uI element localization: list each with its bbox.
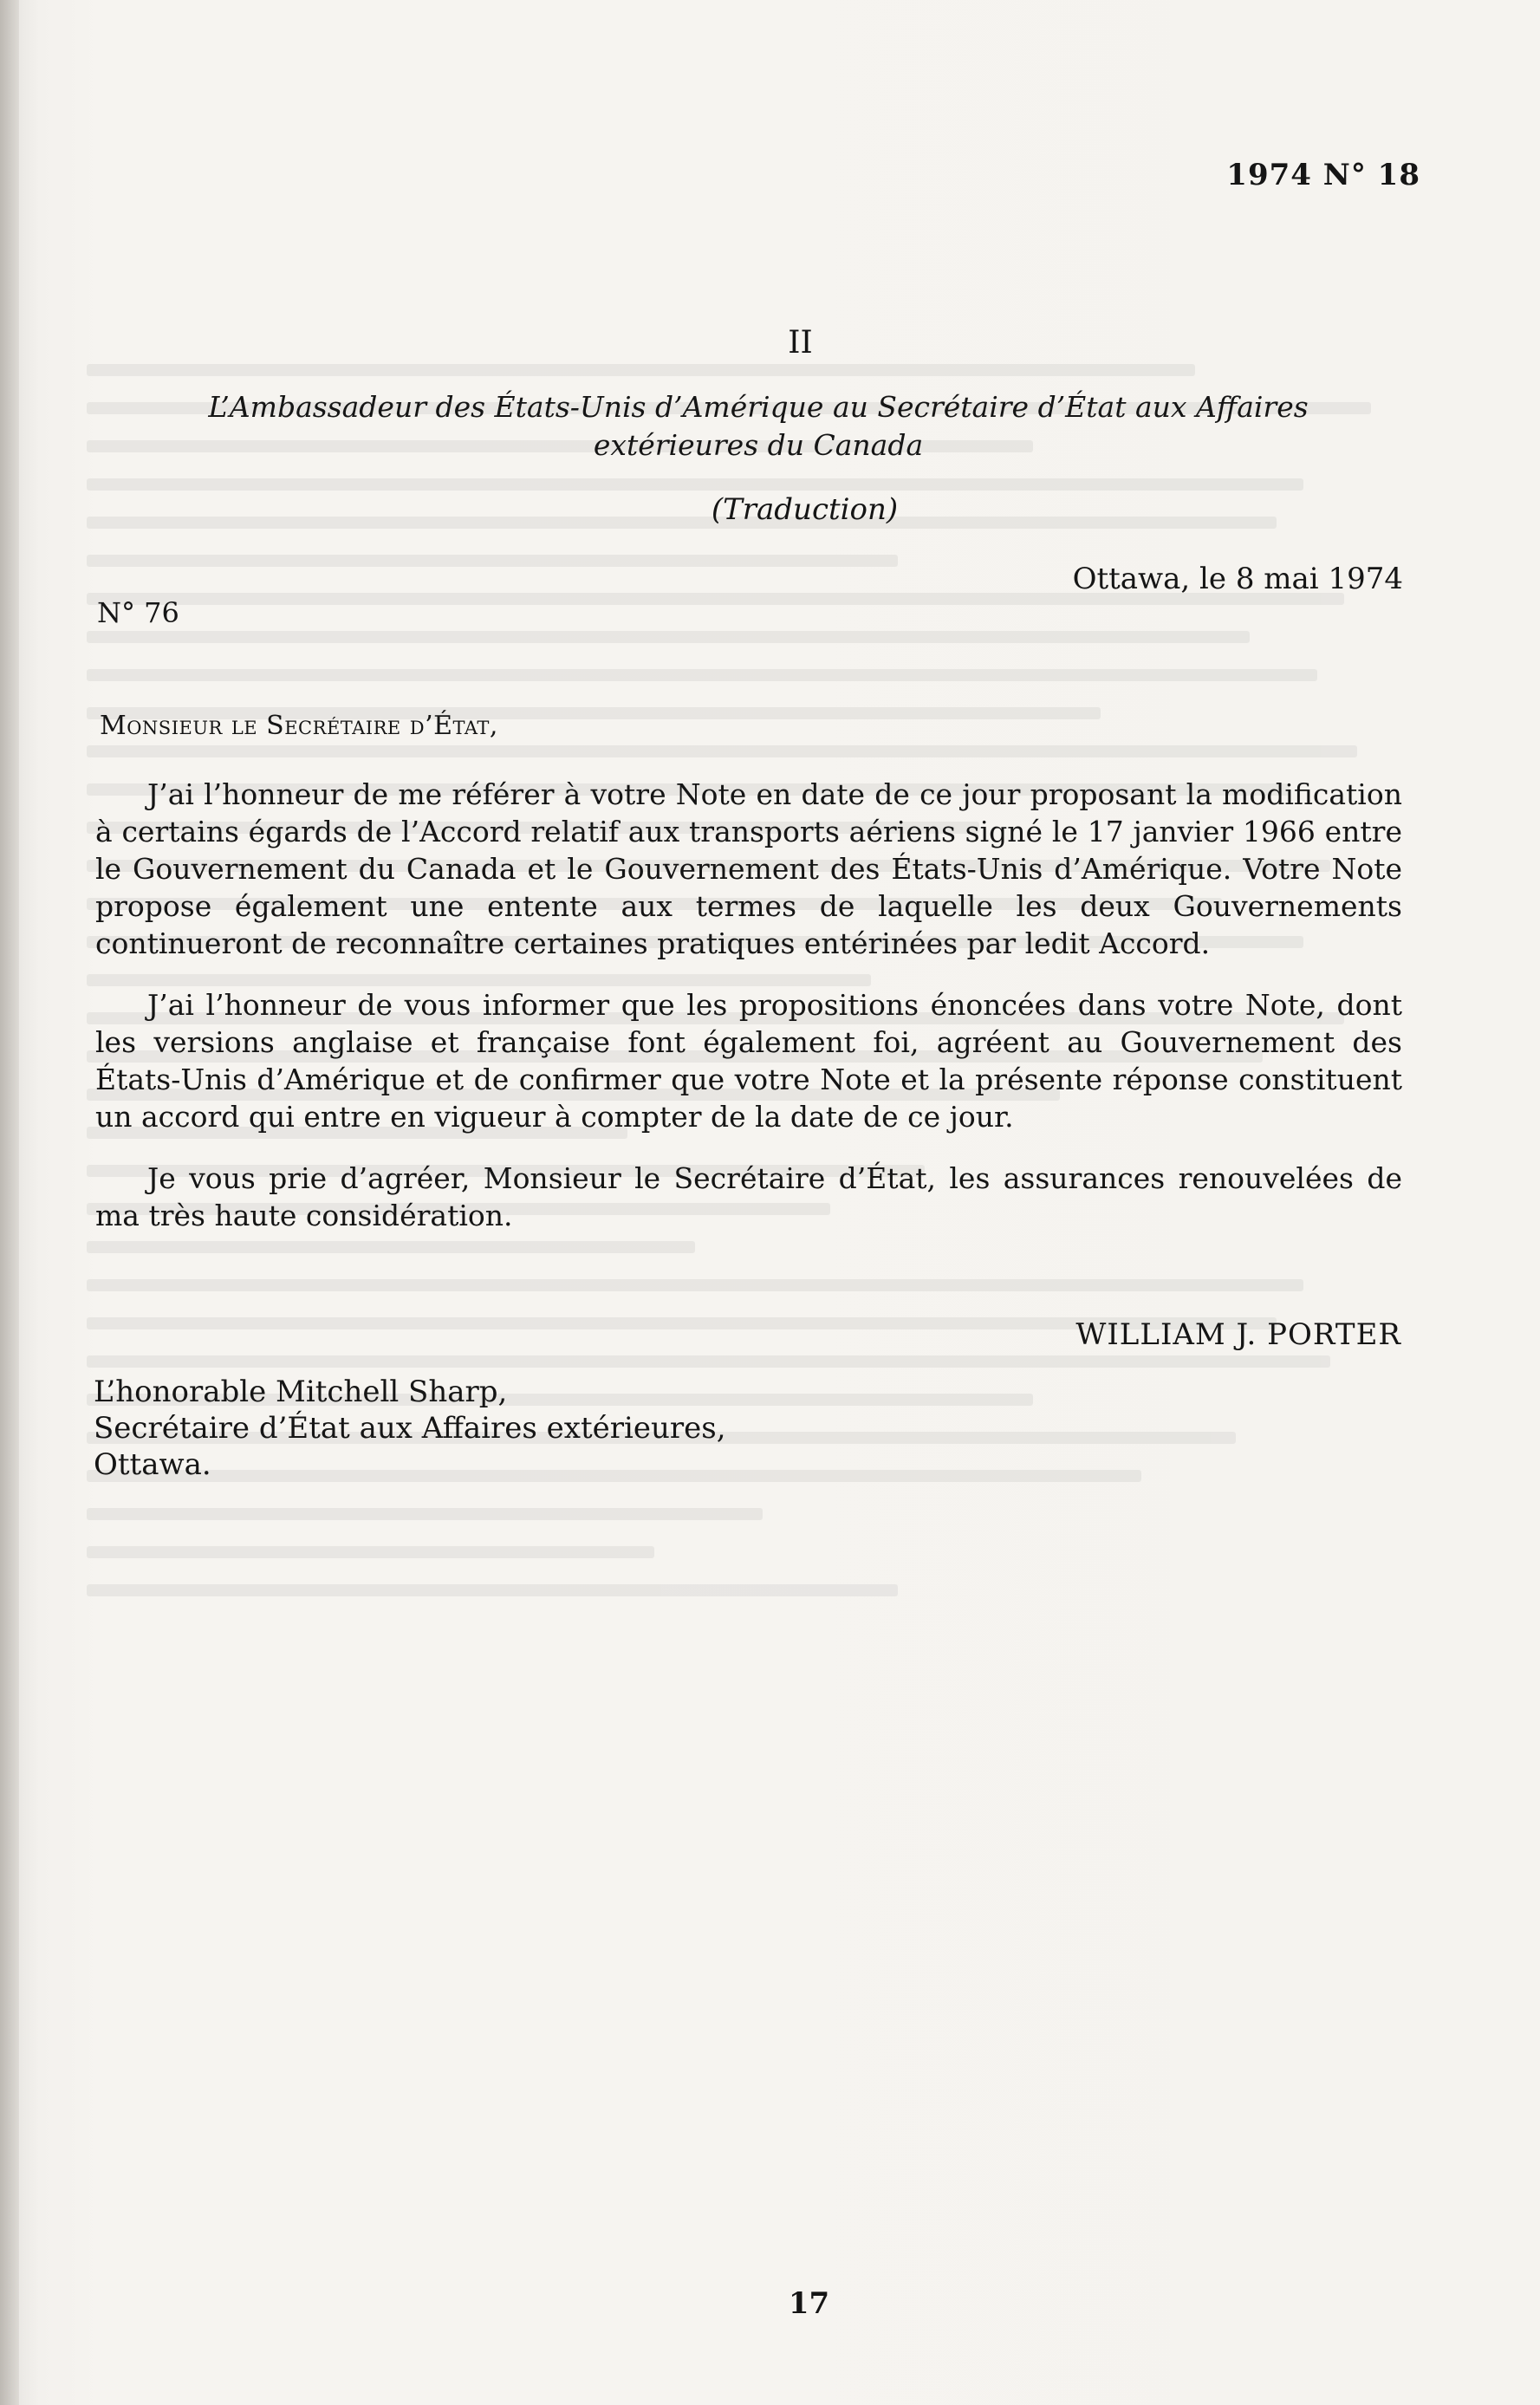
paragraph-2: J’ai l’honneur de vous informer que les propositions énoncées dans votre Note, dont les versions anglaise et française font également foi, agréent au Gouvernement des États-Unis d’Amérique et de confirmer que votre Note et la présente réponse constituent un accord qui entre en vigueur à compter de la date de ce jour. — [95, 988, 1402, 1134]
document-title — [100, 388, 1417, 465]
page-number: 17 — [788, 2286, 830, 2321]
paragraph-3: Je vous prie d’agréer, Monsieur le Secrétaire d’État, les assurances renouvelées de ma très haute considération. — [95, 1161, 1402, 1232]
title-line-2: extérieures du Canada — [593, 428, 924, 462]
treaty-series-number: 1974 N° 18 — [1226, 158, 1420, 192]
translation-note: (Traduction) — [711, 492, 899, 527]
salutation: Monsieur le Secrétaire d’État, — [100, 711, 498, 741]
letter-body — [95, 776, 1402, 1258]
book-gutter — [0, 0, 19, 2405]
bleed-through-texture — [87, 364, 1439, 2184]
title-line-1: L’Ambassadeur des États-Unis d’Amérique au Secrétaire d’État aux Affaires — [208, 390, 1309, 424]
dateline: Ottawa, le 8 mai 1974 — [1072, 562, 1403, 596]
paragraph-1: J’ai l’honneur de me référer à votre Note en date de ce jour proposant la modification à certains égards de l’Accord relatif aux transports aériens signé le 17 janvier 1966 entre le Gouvernement du Canada et le Gouvernement des États-Unis d’Amérique. Votre Note propose également une entente aux termes de laquelle les deux Gouvernements continueront de reconnaître certaines pratiques entérinées par ledit Accord. — [95, 777, 1402, 960]
signature: WILLIAM J. PORTER — [1075, 1317, 1401, 1352]
addressee-name: L’honorable Mitchell Sharp, — [94, 1375, 508, 1409]
addressee-city: Ottawa. — [94, 1447, 211, 1482]
addressee-title: Secrétaire d’État aux Affaires extérieures, — [94, 1411, 726, 1446]
note-number: N° 76 — [97, 596, 179, 629]
section-numeral: II — [788, 325, 813, 361]
addressee-block — [94, 1374, 726, 1483]
